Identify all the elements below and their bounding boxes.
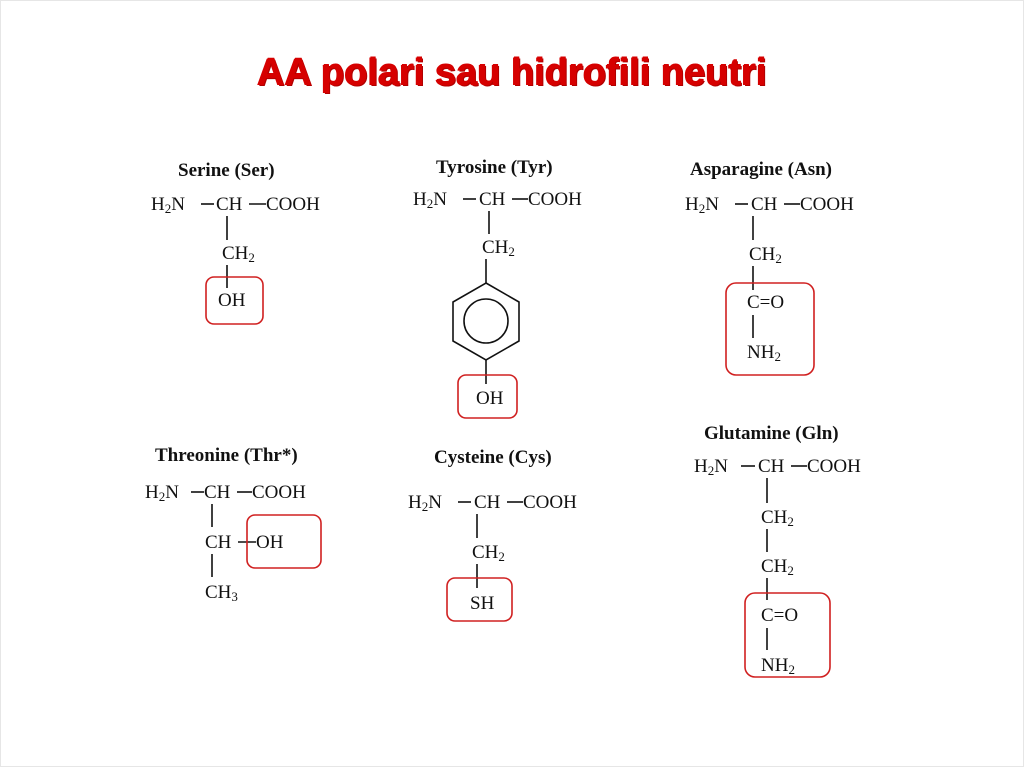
serine-structure [151, 160, 320, 324]
glutamine-co: C=O [761, 605, 799, 626]
asparagine-nh2: NH2 [747, 342, 781, 364]
asparagine-h2n: H2N [685, 194, 719, 216]
asparagine-structure [685, 159, 854, 375]
cysteine-cooh: COOH [523, 492, 577, 513]
threonine-ch3: CH3 [205, 582, 238, 604]
asparagine-ch: CH [751, 194, 778, 215]
asparagine-cooh: COOH [800, 194, 854, 215]
cysteine-ch2: CH2 [472, 542, 505, 564]
glutamine-ch: CH [758, 456, 785, 477]
glutamine-name: Glutamine (Gln) [704, 423, 839, 444]
glutamine-nh2: NH2 [761, 655, 795, 677]
tyrosine-h2n: H2N [413, 189, 447, 211]
cysteine-ch: CH [474, 492, 501, 513]
tyrosine-ch2: CH2 [482, 237, 515, 259]
threonine-ch-side: CH [205, 532, 232, 553]
threonine-oh: OH [256, 532, 284, 553]
glutamine-cooh: COOH [807, 456, 861, 477]
glutamine-ch2-a: CH2 [761, 507, 794, 529]
glutamine-ch2-b: CH2 [761, 556, 794, 578]
tyrosine-benzene-ring [453, 283, 519, 360]
tyrosine-cooh: COOH [528, 189, 582, 210]
asparagine-name: Asparagine (Asn) [690, 159, 832, 180]
tyrosine-oh: OH [476, 388, 504, 409]
serine-ch: CH [216, 194, 243, 215]
threonine-ch: CH [204, 482, 231, 503]
asparagine-co: C=O [747, 292, 785, 313]
tyrosine-ch: CH [479, 189, 506, 210]
cysteine-h2n: H2N [408, 492, 442, 514]
cysteine-name: Cysteine (Cys) [434, 447, 552, 468]
tyrosine-aromatic-circle [464, 299, 508, 343]
threonine-cooh: COOH [252, 482, 306, 503]
serine-oh: OH [218, 290, 246, 311]
tyrosine-name: Tyrosine (Tyr) [436, 157, 553, 178]
tyrosine-structure [413, 157, 582, 418]
glutamine-h2n: H2N [694, 456, 728, 478]
glutamine-structure [694, 423, 861, 677]
slide-title: AA polari sau hidrofili neutri [257, 52, 767, 94]
threonine-name: Threonine (Thr*) [155, 445, 298, 466]
serine-ch2: CH2 [222, 243, 255, 265]
serine-cooh: COOH [266, 194, 320, 215]
serine-name: Serine (Ser) [178, 160, 275, 181]
cysteine-structure [408, 447, 577, 621]
asparagine-ch2: CH2 [749, 244, 782, 266]
cysteine-sh: SH [470, 593, 495, 614]
serine-h2n: H2N [151, 194, 185, 216]
threonine-h2n: H2N [145, 482, 179, 504]
threonine-structure [145, 445, 321, 604]
